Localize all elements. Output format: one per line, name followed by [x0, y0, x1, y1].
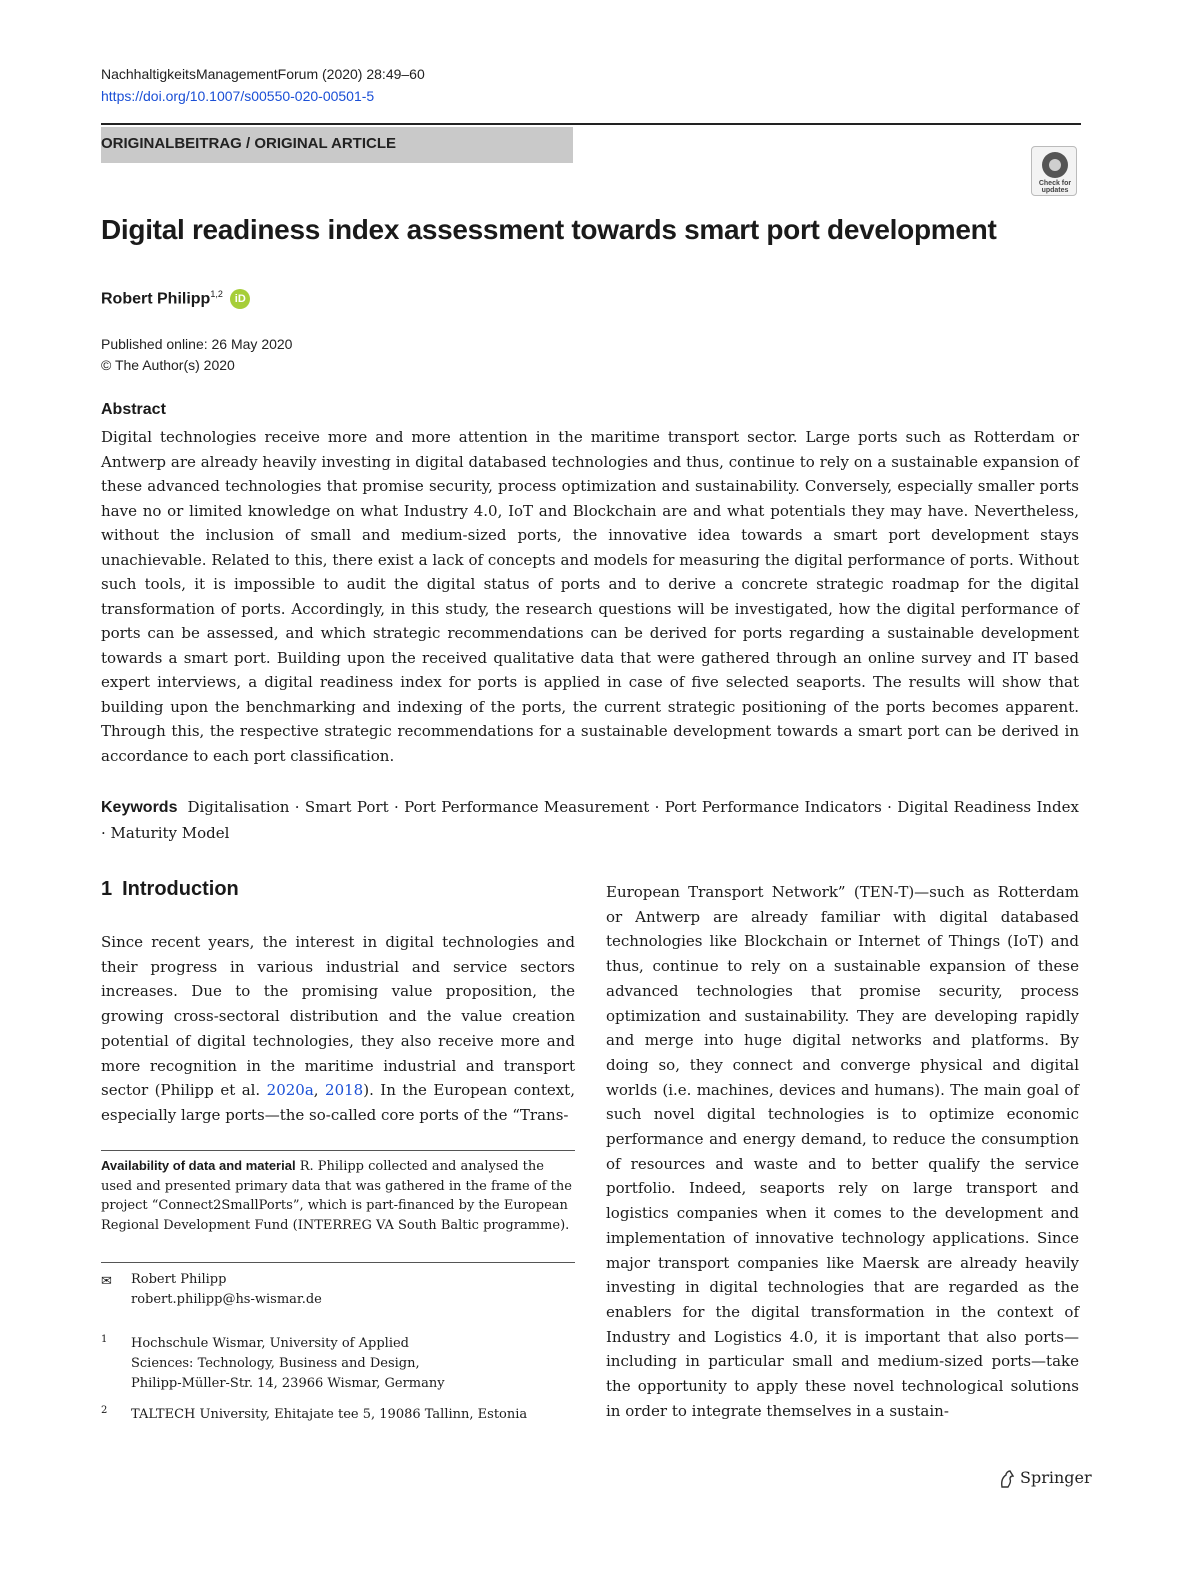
author-affiliation-marks: 1,2 — [210, 289, 223, 299]
data-availability-label: Availability of data and material — [101, 1158, 296, 1173]
publisher-logo — [998, 1468, 1092, 1489]
abstract-heading: Abstract — [101, 401, 166, 418]
abstract-text: Digital technologies receive more and more attention in the maritime transport sector. Large ports such as Rotterdam or Antwerp are already heavily investing in digital databased technologies and thus, continue to rely on a sustainable expansion of these advanced technologies that promise security, process optimization and sustainability. Conversely, especially smaller ports have no or limited knowledge on what Industry 4.0, IoT and Blockchain are and what potentials they may have. Nevertheless, without the inclusion of small and medium-sized ports, the innovative idea towards a smart port development stays unachievable. Related to this, there exist a lack of concepts and models for measuring the digital performance of ports. Without such tools, it is impossible to audit the digital status of ports and to derive a concrete strategic roadmap for the digital transformation of ports. Accordingly, in this study, the research questions will be investigated, how the digital performance of ports can be assessed, and which strategic recommendations can be derived for ports regarding a sustainable development towards a smart port. Building upon the received qualitative data that were gathered through an online survey and IT based expert interviews, a digital readiness index for ports is applied in case of five selected seaports. The results will show that building upon the benchmarking and indexing of the ports, the current strategic positioning of the ports becomes apparent. Through this, the respective strategic recommendations for a sustainable development towards a smart port can be derived in accordance to each port classification. — [101, 428, 1079, 765]
copyright-line: © The Author(s) 2020 — [101, 357, 235, 373]
contact-email-link[interactable]: robert.philipp@hs-wismar.de — [131, 1292, 322, 1307]
publisher-name: Springer — [1020, 1468, 1092, 1487]
envelope-icon: ✉ — [101, 1274, 112, 1289]
footnote-rule — [101, 1150, 575, 1151]
contact-name: Robert Philipp — [131, 1272, 227, 1287]
crossmark-icon[interactable] — [1031, 146, 1077, 196]
intro-left-separator: , — [313, 1081, 326, 1100]
intro-left-column — [101, 930, 575, 1128]
crossmark-ring — [1042, 152, 1068, 178]
springer-horse-icon — [998, 1469, 1016, 1489]
article-title: Digital readiness index assessment towards smart port development — [101, 214, 997, 245]
data-availability-footnote — [101, 1156, 575, 1235]
affiliation-2-mark: 2 — [101, 1405, 108, 1416]
affiliation-1-line-2: Sciences: Technology, Business and Design, — [131, 1356, 420, 1371]
citation-link-2020a[interactable]: 2020a — [266, 1081, 314, 1100]
author-line — [101, 289, 250, 309]
article-type-band — [101, 127, 573, 163]
published-date: Published online: 26 May 2020 — [101, 336, 293, 352]
intro-right-column: European Transport Network” (TEN-T)—such as Rotterdam or Antwerp are already familiar with digital databased technologies like Blockchain or Internet of Things (IoT) and thus, continue to rely on a sustainable expansion of these advanced technologies that promise security, process optimization and sustainability. They are developing rapidly and merge into huge digital networks and platforms. By doing so, they connect and converge physical and digital worlds (i.e. machines, devices and humans). The main goal of such novel digital technologies is to optimize economic performance and energy demand, to reduce the consumption of resources and waste and to better qualify the service portfolio. Indeed, seaports rely on large transport and logistics companies when it comes to the development and implementation of innovative technology applications. Since major transport companies like Maersk are already heavily investing in digital technologies that are regarded as the enablers for the digital transformation in the context of Industry and Logistics 4.0, it is important that also ports—including in particular small and medium-sized ports—take the opportunity to apply these novel technological solutions in order to integrate themselves in a sustain- — [606, 883, 1079, 1420]
citation-link-2018[interactable]: 2018 — [325, 1081, 364, 1100]
affiliation-1-line-1: Hochschule Wismar, University of Applied — [131, 1336, 409, 1351]
affiliation-2-text: TALTECH University, Ehitajate tee 5, 19086 Tallinn, Estonia — [131, 1407, 528, 1422]
intro-left-text-2: ). In the European context, especially large ports—the so-called core ports of the “Trans- — [101, 1081, 575, 1124]
keywords-label: Keywords — [101, 799, 178, 816]
section-number: 1 — [101, 878, 113, 900]
section-title: Introduction — [122, 878, 239, 900]
data-availability-text: R. Philipp collected and analysed the used and presented primary data that was gathered in the frame of the project “Connect2SmallPorts”, which is part-financed by the European Regional Development Fund (INTERREG VA South Baltic programme). — [101, 1159, 572, 1233]
affiliation-1-mark: 1 — [101, 1334, 108, 1345]
orcid-icon[interactable]: iD — [230, 289, 250, 309]
contact-rule — [101, 1262, 575, 1263]
header-rule — [101, 123, 1081, 125]
corresponding-author — [101, 1270, 322, 1310]
affiliation-1 — [101, 1334, 445, 1394]
intro-left-text-1: Since recent years, the interest in digital technologies and their progress in various industrial and service sectors increases. Due to the promising value proposition, the growing cross-sectoral distribution and the value creation potential of digital technologies, they also receive more and more recognition in the maritime industrial and transport sector (Philipp et al. — [101, 933, 575, 1100]
keywords-list: Digitalisation · Smart Port · Port Performance Measurement · Port Performance Indicators · Digital Readiness Index · Maturity Model — [101, 798, 1079, 842]
keywords-block — [101, 795, 1079, 845]
affiliation-2 — [101, 1405, 527, 1425]
author-name[interactable]: Robert Philipp — [101, 290, 211, 308]
journal-citation: NachhaltigkeitsManagementForum (2020) 28:49–60 — [101, 66, 425, 82]
section-heading — [101, 878, 239, 901]
crossmark-label: Check for updates — [1038, 180, 1072, 194]
publication-info — [101, 334, 292, 376]
doi-link[interactable]: https://doi.org/10.1007/s00550-020-00501-5 — [101, 88, 375, 104]
affiliation-1-line-3: Philipp-Müller-Str. 14, 23966 Wismar, Germany — [131, 1376, 445, 1391]
article-type-label: ORIGINALBEITRAG / ORIGINAL ARTICLE — [101, 135, 396, 152]
